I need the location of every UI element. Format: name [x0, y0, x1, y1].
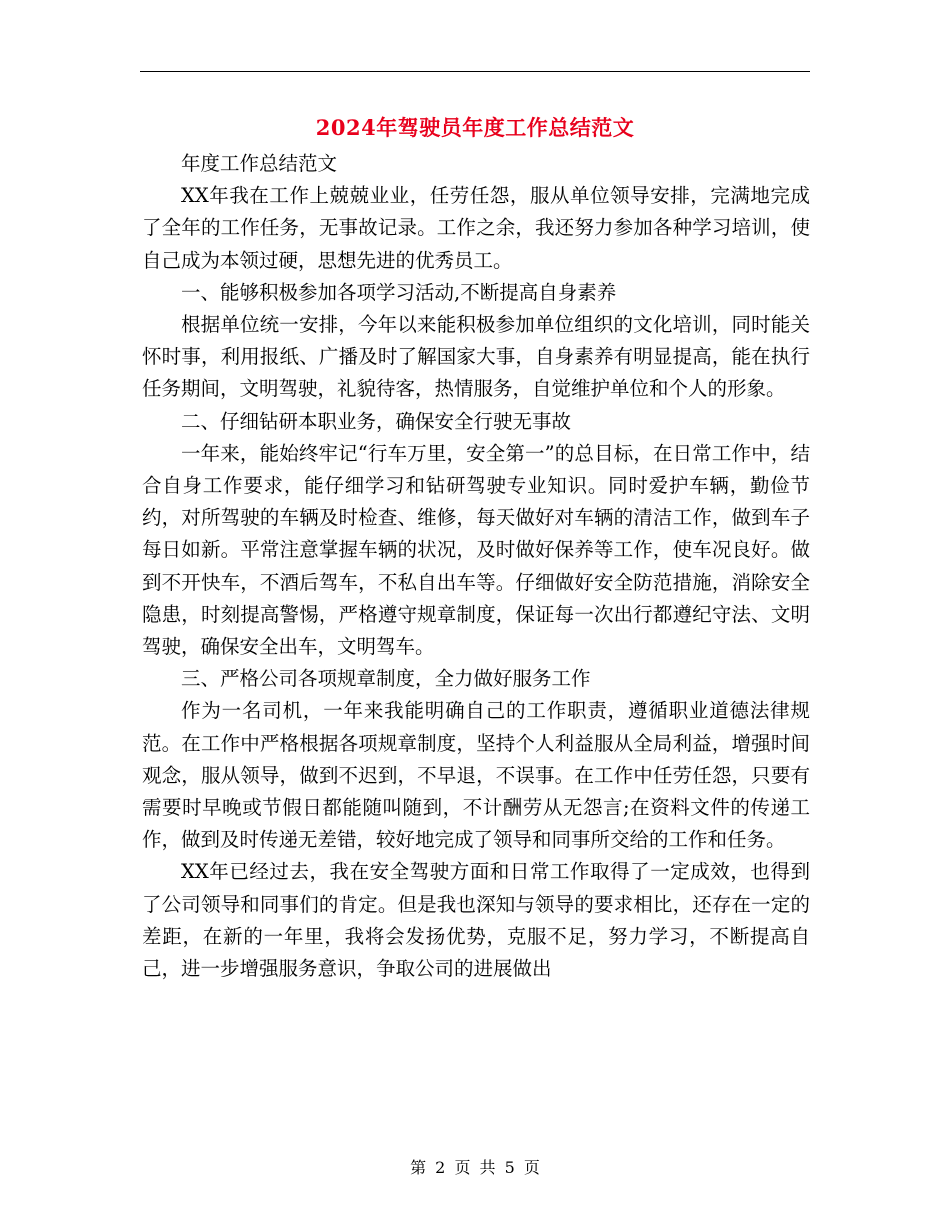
document-title: 2024年驾驶员年度工作总结范文 — [315, 115, 635, 140]
section-heading-3: 三、严格公司各项规章制度，全力做好服务工作 — [181, 667, 591, 691]
section-heading-2: 二、仔细钻研本职业务，确保安全行驶无事故 — [181, 409, 572, 433]
paragraph-intro: XX年我在工作上兢兢业业，任劳任怨，服从单位领导安排，完满地完成了全年的工作任务，无事故记录。工作之余，我还努力参加各种学习培训，使自己成为本领过硬，思想先进的优秀员工。 — [142, 184, 810, 272]
paragraph-subtitle: 年度工作总结范文 — [181, 152, 338, 175]
header-rule — [140, 71, 810, 72]
paragraph-conclusion: XX年已经过去，我在安全驾驶方面和日常工作取得了一定成效，也得到了公司领导和同事们的肯定。但是我也深知与领导的要求相比，还存在一定的差距，在新的一年里，我将会发扬优势，克服不足，努力学习，不断提高自己，进一步增强服务意识，争取公司的进展做出 — [142, 860, 810, 981]
paragraph-section-3: 作为一名司机，一年来我能明确自己的工作职责，遵循职业道德法律规范。在工作中严格根据各项规章制度，坚持个人利益服从全局利益，增强时间观念，服从领导，做到不迟到，不早退，不误事。在工作中任劳任怨，只要有需要时早晚或节假日都能随叫随到，不计酬劳从无怨言;在资料文件的传递工作，做到及时传递无差错，较好地完成了领导和同事所交给的工作和任务。 — [142, 699, 810, 852]
paragraph-section-1: 根据单位统一安排，今年以来能积极参加单位组织的文化培训，同时能关怀时事，利用报纸、广播及时了解国家大事，自身素养有明显提高，能在执行任务期间，文明驾驶，礼貌待客，热情服务，自觉维护单位和个人的形象。 — [142, 313, 810, 401]
document-body — [142, 148, 810, 985]
page-number-footer: 第 2 页 共 5 页 — [410, 1158, 540, 1177]
section-heading-1: 一、能够积极参加各项学习活动,不断提高自身素养 — [181, 280, 617, 304]
paragraph-section-2: 一年来，能始终牢记“行车万里，安全第一”的总目标，在日常工作中，结合自身工作要求，能仔细学习和钻研驾驶专业知识。同时爱护车辆，勤俭节约，对所驾驶的车辆及时检查、维修，每天做好对车辆的清洁工作，做到车子每日如新。平常注意掌握车辆的状况，及时做好保养等工作，使车况良好。做到不开快车，不酒后驾车，不私自出车等。仔细做好安全防范措施，消除安全隐患，时刻提高警惕，严格遵守规章制度，保证每一次出行都遵纪守法、文明驾驶，确保安全出车，文明驾车。 — [142, 441, 810, 659]
